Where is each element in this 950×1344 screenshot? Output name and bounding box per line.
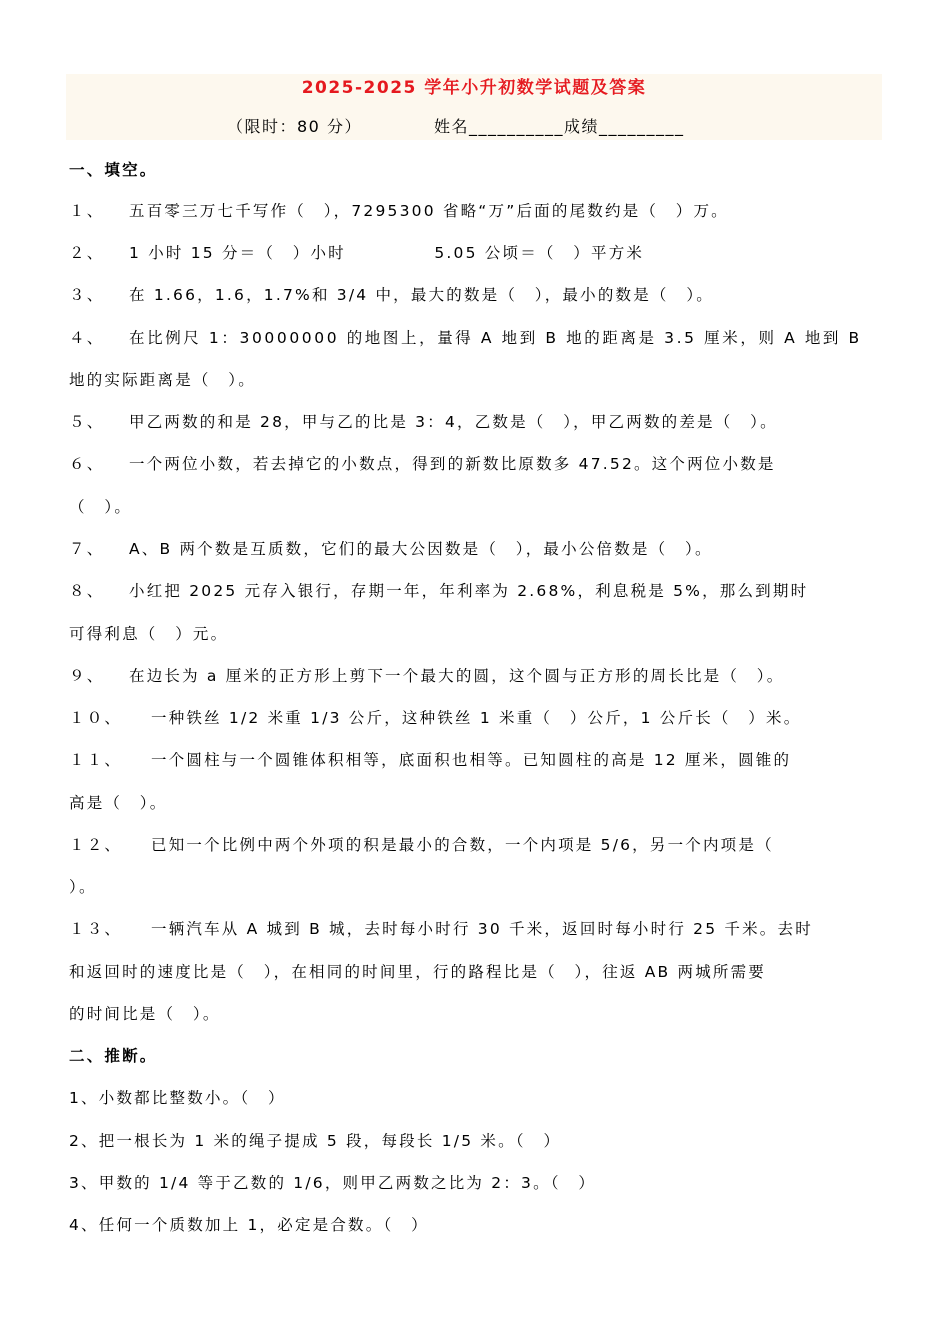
- judgement-4: 4、任何一个质数加上 1，必定是合数。（ ）: [69, 1216, 429, 1234]
- question-8: [69, 580, 882, 602]
- question-6: [69, 453, 882, 475]
- question-number: １、: [69, 202, 105, 220]
- question-13: [69, 918, 882, 940]
- question-3: [69, 284, 882, 306]
- question-number: ４、: [69, 329, 105, 347]
- question-number: ８、: [69, 582, 105, 600]
- question-number: １３、: [69, 920, 123, 938]
- question-11: [69, 749, 882, 771]
- question-13-cont2: 的时间比是（ ）。: [69, 1005, 221, 1023]
- question-number: ２、: [69, 244, 105, 262]
- question-text: 小红把 2025 元存入银行，存期一年，年利率为 2.68%，利息税是 5%，那么到期时: [129, 582, 809, 600]
- question-number: ７、: [69, 540, 105, 558]
- question-text: 1 小时 15 分＝（ ）小时 5.05 公顷＝（ ）平方米: [129, 244, 645, 262]
- question-12: [69, 834, 882, 856]
- question-11-cont: 高是（ ）。: [69, 794, 168, 812]
- judgement-2: 2、把一根长为 1 米的绳子提成 5 段，每段长 1/5 米。（ ）: [69, 1132, 562, 1150]
- name-score-field: 姓名__________成绩_________: [434, 117, 685, 136]
- question-number: ９、: [69, 667, 105, 685]
- question-12-cont: ）。: [69, 878, 97, 896]
- section2-heading: 二、推断。: [69, 1047, 158, 1065]
- question-text: A、B 两个数是互质数，它们的最大公因数是（ ），最小公倍数是（ ）。: [129, 540, 713, 558]
- judgement-1: 1、小数都比整数小。（ ）: [69, 1089, 286, 1107]
- question-5: [69, 411, 882, 433]
- question-text: 在比例尺 1：30000000 的地图上，量得 A 地到 B 地的距离是 3.5 厘米，则 A 地到 B: [129, 329, 862, 347]
- question-10: [69, 707, 882, 729]
- question-8-cont: 可得利息（ ）元。: [69, 625, 229, 643]
- question-number: ６、: [69, 455, 105, 473]
- question-text: 一个圆柱与一个圆锥体积相等，底面积也相等。已知圆柱的高是 12 厘米，圆锥的: [151, 751, 792, 769]
- question-text: 一辆汽车从 A 城到 B 城，去时每小时行 30 千米，返回时每小时行 25 千米。去时: [151, 920, 813, 938]
- judgement-3: 3、甲数的 1/4 等于乙数的 1/6，则甲乙两数之比为 2：3。（ ）: [69, 1174, 597, 1192]
- question-6-cont: （ ）。: [69, 498, 133, 516]
- question-number: ５、: [69, 413, 105, 431]
- question-number: ３、: [69, 286, 105, 304]
- question-2: [69, 242, 882, 264]
- question-4: [69, 327, 882, 349]
- question-text: 在边长为 a 厘米的正方形上剪下一个最大的圆，这个圆与正方形的周长比是（ ）。: [129, 667, 785, 685]
- question-number: １０、: [69, 709, 123, 727]
- question-text: 一种铁丝 1/2 米重 1/3 公斤，这种铁丝 1 米重（ ）公斤，1 公斤长（ ）米。: [151, 709, 802, 727]
- section1-heading: 一、填空。: [69, 161, 158, 179]
- question-text: 在 1.66，1.6，1.7%和 3/4 中，最大的数是（ ），最小的数是（ ）。: [129, 286, 714, 304]
- question-number: １１、: [69, 751, 123, 769]
- time-limit: （限时：80 分）: [227, 117, 362, 136]
- page-title: 2025-2025 学年小升初数学试题及答案: [301, 78, 647, 98]
- question-text: 已知一个比例中两个外项的积是最小的合数，一个内项是 5/6，另一个内项是（: [151, 836, 774, 854]
- question-text: 甲乙两数的和是 28，甲与乙的比是 3：4，乙数是（ ），甲乙两数的差是（ ）。: [129, 413, 778, 431]
- question-number: １２、: [69, 836, 123, 854]
- question-1: [69, 200, 882, 222]
- question-7: [69, 538, 882, 560]
- question-text: 一个两位小数，若去掉它的小数点，得到的新数比原数多 47.52。这个两位小数是: [129, 455, 776, 473]
- question-9: [69, 665, 882, 687]
- question-4-cont: 地的实际距离是（ ）。: [69, 371, 256, 389]
- question-text: 五百零三万七千写作（ ），7295300 省略“万”后面的尾数约是（ ）万。: [129, 202, 729, 220]
- question-13-cont: 和返回时的速度比是（ ），在相同的时间里，行的路程比是（ ），往返 AB 两城所需要: [69, 963, 766, 981]
